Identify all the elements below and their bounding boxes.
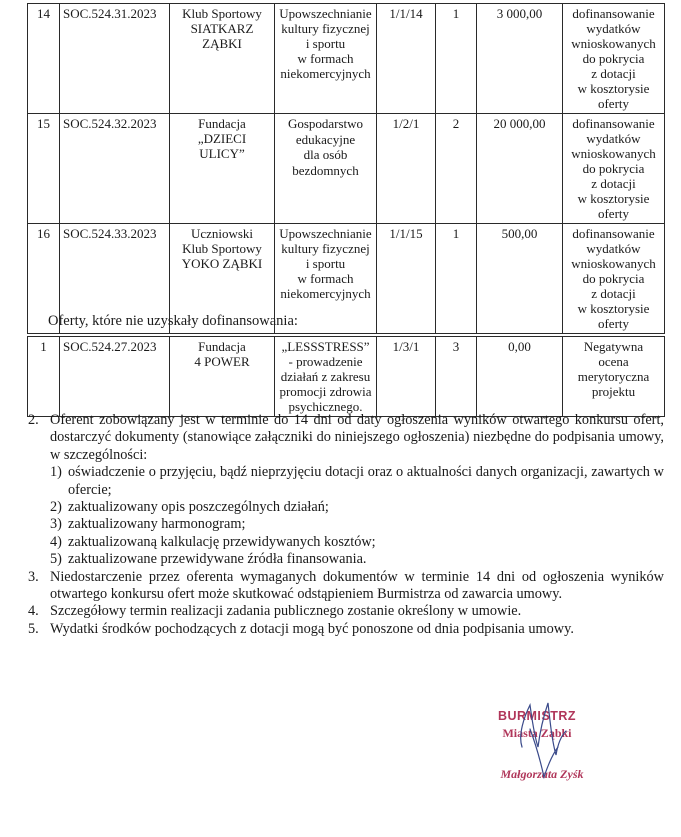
row-number: 16 [28, 224, 60, 334]
mayor-stamp [478, 695, 608, 790]
task-name: Upowszechnianie kultury fizycznej i sportu w formach niekomercyjnych [275, 224, 377, 334]
task-code: 1/1/14 [377, 4, 436, 114]
position-number: 3 [436, 337, 477, 417]
task-name: Upowszechnianie kultury fizycznej i sportu w formach niekomercyjnych [275, 4, 377, 114]
list-item [50, 534, 664, 551]
note-number: 2. [28, 412, 39, 428]
item-number: 2) [50, 499, 62, 516]
item-text: zaktualizowaną kalkulację przewidywanych kosztów; [68, 533, 376, 550]
item-text: zaktualizowane przewidywane źródła finansowania. [68, 551, 367, 568]
task-code: 1/1/15 [377, 224, 436, 334]
table-row [28, 337, 665, 417]
organization-name: Klub Sportowy SIATKARZ ZĄBKI [170, 4, 275, 114]
note-text: Szczegółowy termin realizacji zadania publicznego zostanie określony w umowie. [50, 603, 522, 620]
stamp-title: BURMISTRZ [497, 709, 577, 723]
case-reference: SOC.524.31.2023 [60, 4, 170, 114]
item-number: 1) [50, 464, 62, 481]
item-number: 4) [50, 533, 62, 550]
task-name: „LESSSTRESS” - prowadzenie działań z zakresu promocji zdrowia psychicznego. [275, 337, 377, 417]
list-item [50, 516, 664, 533]
note-text: Wydatki środków pochodzących z dotacji mogą być ponoszone od dnia podpisania umowy. [50, 620, 574, 637]
task-code: 1/3/1 [377, 337, 436, 417]
position-number: 1 [436, 4, 477, 114]
list-item [50, 499, 664, 516]
case-reference: SOC.524.32.2023 [60, 114, 170, 224]
grant-description: dofinansowanie wydatków wnioskowanych do pokrycia z dotacji w kosztorysie oferty [563, 4, 665, 114]
handwritten-signature [478, 695, 608, 790]
case-reference: SOC.524.33.2023 [60, 224, 170, 334]
note-text: Niedostarczenie przez oferenta wymaganych dokumentów w terminie 14 dni od ogłoszenia wyników otwartego konkursu ofert może skutkować odstąpieniem Burmistrza od zawarcia umowy. [50, 568, 664, 603]
item-text: oświadczenie o przyjęciu, bądź nieprzyjęciu dotacji oraz o aktualności danych organizacji, zawartych w ofercie; [68, 464, 664, 498]
item-number: 5) [50, 551, 62, 568]
table-row [28, 114, 665, 224]
note-number: 3. [28, 568, 39, 585]
stamp-subtitle: Miasta Ząbki [502, 726, 572, 740]
stamp-name: Małgorzata Zyśk [500, 767, 584, 781]
item-text: zaktualizowany opis poszczególnych działań; [68, 499, 329, 516]
note-item [28, 621, 664, 638]
note-item [28, 412, 664, 569]
rejected-offers-table [27, 336, 665, 417]
note-number: 4. [28, 603, 39, 620]
required-documents-list [28, 464, 664, 568]
row-number: 1 [28, 337, 60, 417]
position-number: 1 [436, 224, 477, 334]
row-number: 14 [28, 4, 60, 114]
note-item [28, 603, 664, 620]
grant-description: Negatywna ocena merytoryczna projektu [563, 337, 665, 417]
grant-description: dofinansowanie wydatków wnioskowanych do pokrycia z dotacji w kosztorysie oferty [563, 114, 665, 224]
task-code: 1/2/1 [377, 114, 436, 224]
note-text: Oferent zobowiązany jest w terminie do 14 dni od daty ogłoszenia wyników otwartego konkursu ofert, dostarczyć dokumenty (stanowiące załączniki do niniejszego ogłoszenia) niezbędne do podpisania umowy, w szczególności: [50, 412, 664, 463]
awarded-offers-table [27, 3, 665, 334]
notes-list [28, 412, 664, 638]
organization-name: Fundacja 4 POWER [170, 337, 275, 417]
list-item [50, 551, 664, 568]
organization-name: Fundacja „DZIECI ULICY” [170, 114, 275, 224]
case-reference: SOC.524.27.2023 [60, 337, 170, 417]
grant-amount: 0,00 [477, 337, 563, 417]
grant-amount: 20 000,00 [477, 114, 563, 224]
item-number: 3) [50, 516, 62, 533]
grant-description: dofinansowanie wydatków wnioskowanych do pokrycia z dotacji w kosztorysie oferty [563, 224, 665, 334]
position-number: 2 [436, 114, 477, 224]
grant-amount: 3 000,00 [477, 4, 563, 114]
note-item [28, 569, 664, 604]
organization-name: Uczniowski Klub Sportowy YOKO ZĄBKI [170, 224, 275, 334]
item-text: zaktualizowany harmonogram; [68, 516, 246, 533]
row-number: 15 [28, 114, 60, 224]
table-row [28, 4, 665, 114]
rejected-offers-heading: Oferty, które nie uzyskały dofinansowania: [48, 313, 298, 329]
list-item [50, 464, 664, 499]
note-number: 5. [28, 620, 39, 637]
task-name: Gospodarstwo edukacyjne dla osób bezdomnych [275, 114, 377, 224]
grant-amount: 500,00 [477, 224, 563, 334]
